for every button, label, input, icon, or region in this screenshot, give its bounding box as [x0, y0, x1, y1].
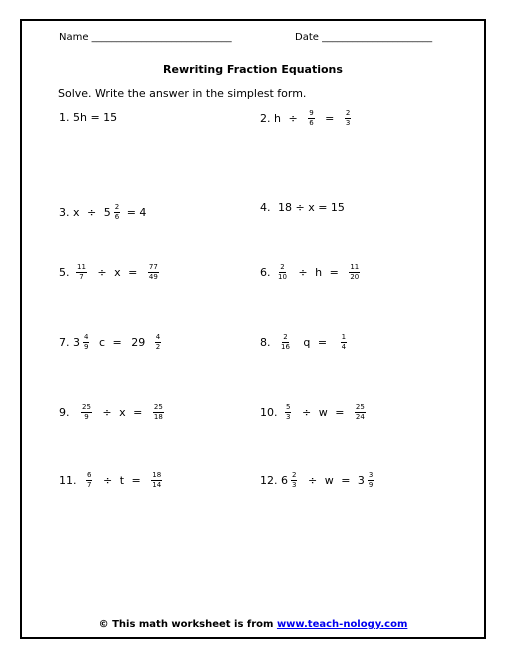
footer-credit	[22, 619, 484, 630]
variable: q	[303, 335, 311, 349]
fraction: $\frac{9}{6}$	[309, 109, 314, 128]
whole-number: 6	[281, 473, 288, 487]
fraction: $\frac{1}{4}$	[341, 333, 347, 352]
equation: 18 ÷ x = 15	[278, 201, 345, 214]
problem-3	[59, 204, 146, 222]
equals-sign: =	[325, 111, 335, 125]
website-link[interactable]: www.teach-nology.com	[276, 619, 408, 630]
divide-sign: ÷	[102, 473, 113, 487]
whole-number: 3	[73, 335, 80, 349]
fraction: $\frac{4}{9}$	[84, 333, 89, 352]
problem-number: 5.	[59, 265, 70, 279]
problem-number: 7.	[59, 335, 70, 349]
fraction: $\frac{2}{10}$	[278, 263, 287, 282]
problem-number: 4.	[260, 201, 271, 214]
equals-sign: =	[317, 335, 328, 349]
fraction: $\frac{11}{20}$	[350, 263, 360, 282]
problem-5	[59, 264, 162, 282]
fraction: $\frac{25}{24}$	[355, 403, 365, 422]
divide-sign: ÷	[97, 265, 107, 279]
problem-7	[59, 334, 164, 352]
divide-sign: ÷	[298, 265, 308, 279]
instructions: Solve. Write the answer in the simplest form.	[58, 87, 307, 100]
equals-sign: =	[329, 265, 339, 279]
divide-sign: ÷	[307, 473, 318, 487]
fraction: $\frac{25}{18}$	[153, 403, 163, 422]
right-side: = 4	[126, 205, 147, 219]
problem-6	[260, 264, 363, 282]
problem-number: 8.	[260, 335, 271, 349]
fraction: $\frac{77}{49}$	[148, 263, 158, 282]
problem-number: 9.	[59, 405, 70, 419]
variable: w	[324, 473, 334, 487]
fraction: $\frac{6}{7}$	[87, 471, 92, 490]
fraction: $\frac{11}{7}$	[77, 263, 86, 282]
problem-number: 1.	[59, 111, 70, 124]
worksheet-title: Rewriting Fraction Equations	[163, 63, 343, 76]
problem-11	[59, 472, 165, 490]
variable: t	[119, 473, 125, 487]
problem-8	[260, 334, 350, 352]
whole-number: 3	[357, 473, 365, 487]
fraction: $\frac{5}{3}$	[286, 403, 291, 422]
equals-sign: =	[112, 335, 122, 349]
fraction: $\frac{2}{3}$	[345, 109, 351, 128]
whole-number: 29	[131, 335, 146, 349]
problem-9	[59, 404, 167, 422]
divide-sign: ÷	[87, 205, 97, 219]
problem-1	[59, 112, 117, 123]
problem-number: 2.	[260, 111, 271, 125]
fraction: $\frac{25}{9}$	[82, 403, 91, 422]
variable: h	[274, 111, 281, 125]
problem-number: 10.	[260, 405, 278, 419]
equals-sign: =	[133, 405, 143, 419]
problem-2	[260, 110, 354, 128]
variable: h	[315, 265, 323, 279]
variable: w	[318, 405, 328, 419]
variable: x	[73, 205, 80, 219]
variable: c	[98, 335, 106, 349]
divide-sign: ÷	[288, 111, 298, 125]
problem-number: 11.	[59, 473, 77, 487]
problem-4	[260, 202, 345, 213]
equals-sign: =	[335, 405, 345, 419]
fraction: $\frac{2}{3}$	[292, 471, 297, 490]
fraction: $\frac{3}{9}$	[368, 471, 374, 490]
problem-12	[260, 472, 377, 490]
name-field-label: Name ____________________________	[59, 32, 232, 43]
footer-text: © This math worksheet is from	[98, 619, 277, 630]
equals-sign: =	[131, 473, 141, 487]
variable: x	[119, 405, 126, 419]
problem-number: 12.	[260, 473, 278, 487]
variable: x	[114, 265, 121, 279]
fraction: $\frac{18}{14}$	[152, 471, 162, 490]
worksheet-frame	[20, 19, 486, 639]
problem-number: 3.	[59, 205, 70, 219]
equals-sign: =	[128, 265, 138, 279]
equation: 5h = 15	[73, 111, 118, 124]
fraction: $\frac{2}{6}$	[114, 203, 120, 222]
equals-sign: =	[341, 473, 351, 487]
fraction: $\frac{4}{2}$	[155, 333, 161, 352]
date-field-label: Date ______________________	[295, 32, 433, 43]
divide-sign: ÷	[301, 405, 312, 419]
fraction: $\frac{2}{16}$	[281, 333, 290, 352]
divide-sign: ÷	[102, 405, 112, 419]
problem-10	[260, 404, 369, 422]
problem-number: 6.	[260, 265, 271, 279]
whole-number: 5	[103, 205, 111, 219]
